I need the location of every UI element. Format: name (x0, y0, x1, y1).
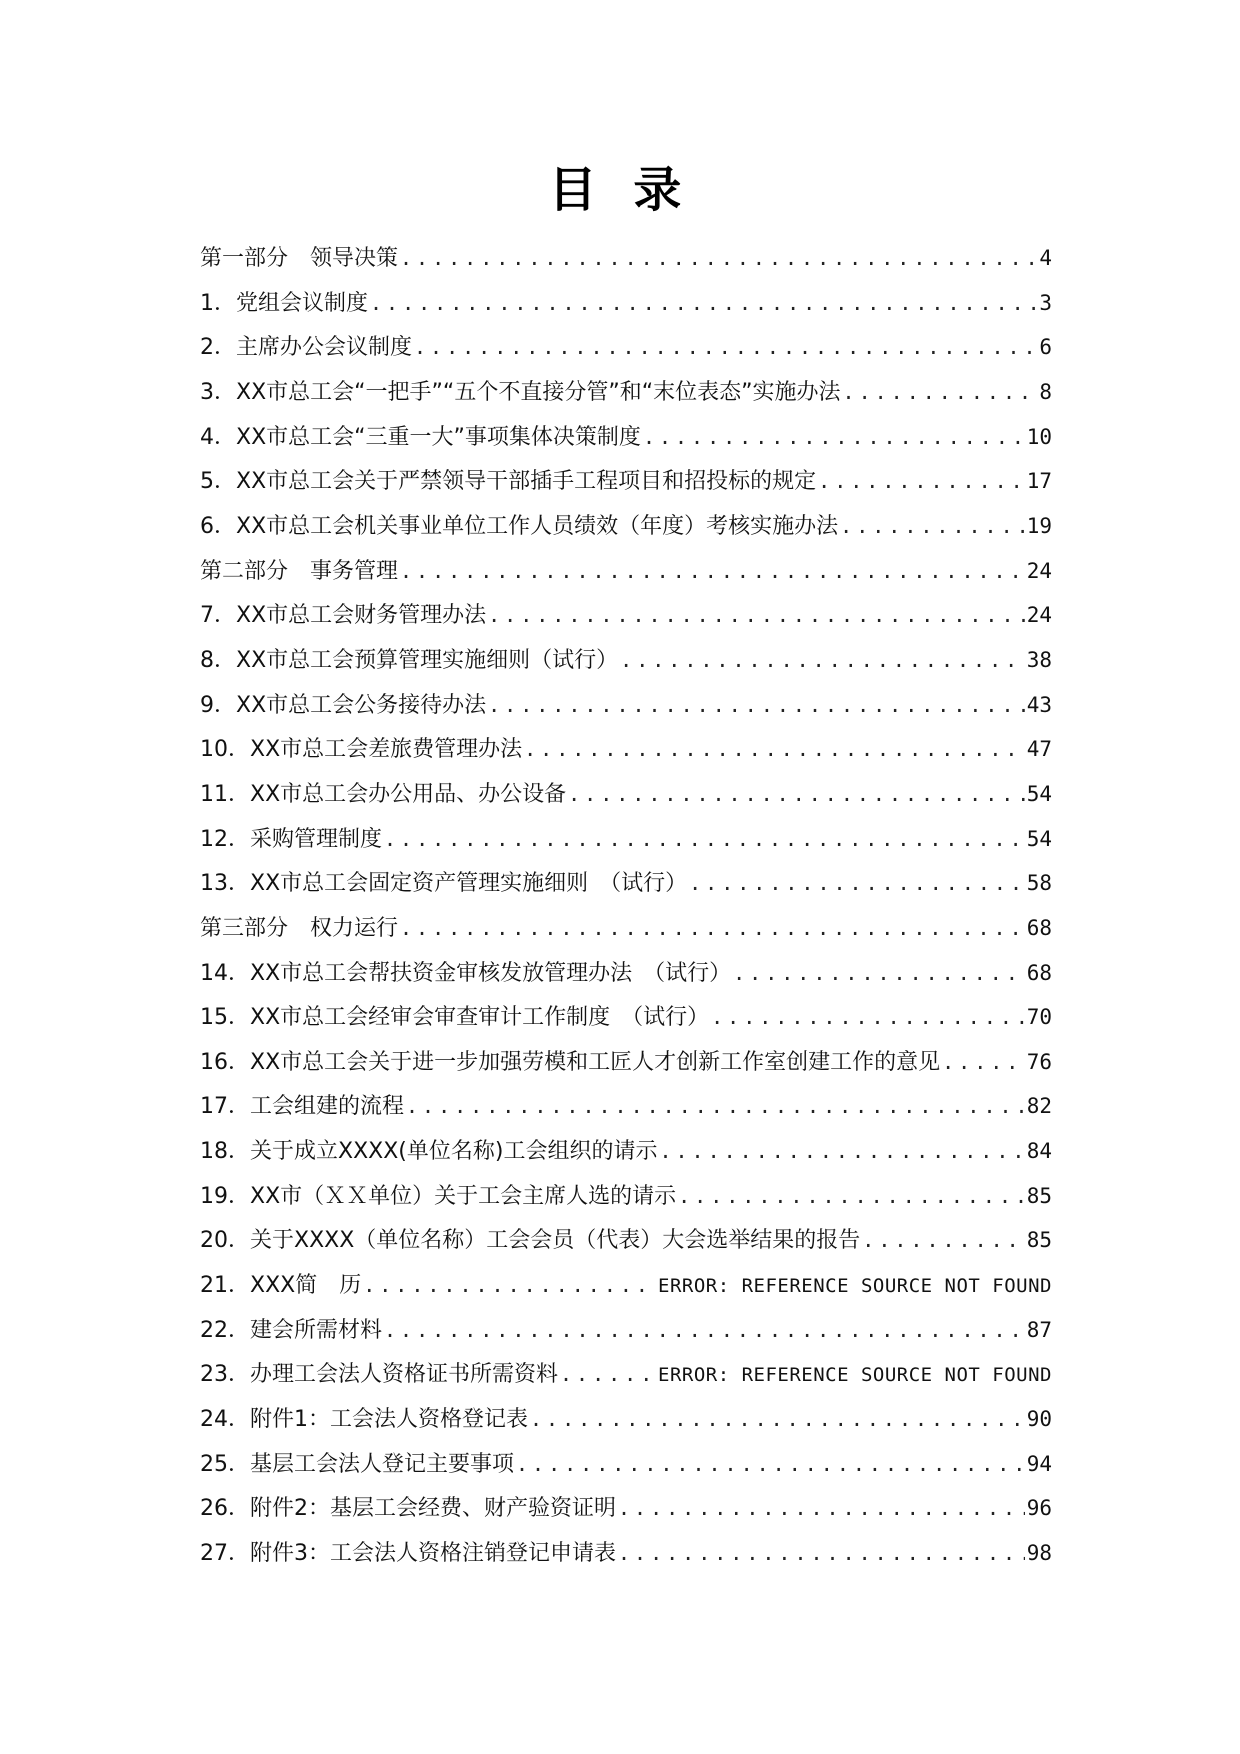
toc-entry-label: 11．XX市总工会办公用品、办公设备 (200, 781, 567, 807)
toc-entry-label: 17．工会组建的流程 (200, 1094, 404, 1120)
toc-entry-label: 13．XX市总工会固定资产管理实施细则 （试行） (200, 871, 688, 897)
dot-leader (530, 1397, 1025, 1442)
dot-leader (400, 236, 1037, 281)
toc-entry[interactable] (200, 1486, 1052, 1531)
dot-leader (370, 281, 1037, 326)
dot-leader (488, 593, 1025, 638)
toc-entry[interactable] (200, 1263, 1052, 1308)
toc-entry[interactable] (200, 1308, 1052, 1353)
dot-leader (818, 459, 1025, 504)
toc-page-number: 24 (1026, 558, 1052, 583)
toc-entry-label: 8．XX市总工会预算管理实施细则（试行） (200, 647, 619, 673)
toc-page-number: 84 (1026, 1139, 1052, 1164)
dot-leader (384, 817, 1025, 862)
dot-leader (840, 504, 1025, 549)
toc-entry[interactable] (200, 549, 1052, 594)
dot-leader (524, 727, 1025, 772)
toc-entry-label: 24．附件1：工会法人资格登记表 (200, 1407, 528, 1433)
dot-leader (400, 549, 1025, 594)
toc-entry-label: 2．主席办公会议制度 (200, 335, 412, 361)
toc-entry[interactable] (200, 727, 1052, 772)
toc-page-number: 54 (1026, 826, 1052, 851)
dot-leader (488, 683, 1025, 728)
toc-page-number: 38 (1026, 647, 1052, 672)
dot-leader (942, 1040, 1025, 1085)
toc-page-number: 24 (1026, 603, 1052, 628)
toc-page-number: 43 (1026, 692, 1052, 717)
toc-entry[interactable] (200, 1084, 1052, 1129)
toc-entry-label: 第二部分 事务管理 (200, 558, 399, 584)
toc-page-number: ERROR: REFERENCE SOURCE NOT FOUND (658, 1275, 1052, 1298)
toc-page-number: 68 (1026, 915, 1052, 940)
toc-entry-label: 20．关于XXXX（单位名称）工会会员（代表）大会选举结果的报告 (200, 1228, 861, 1254)
toc-entry-label: 22．建会所需材料 (200, 1317, 382, 1343)
dot-leader (733, 951, 1025, 996)
toc-entry[interactable] (200, 1129, 1052, 1174)
toc-entry[interactable] (200, 638, 1052, 683)
toc-entry[interactable] (200, 593, 1052, 638)
toc-title: 目 录 (548, 162, 692, 218)
toc-entry[interactable] (200, 1442, 1052, 1487)
toc-page-number: 70 (1026, 1005, 1052, 1030)
toc-page-number: 54 (1026, 781, 1052, 806)
toc-entry[interactable] (200, 817, 1052, 862)
toc-page-number: 17 (1026, 469, 1052, 494)
toc-page-number: 76 (1026, 1049, 1052, 1074)
toc-entry[interactable] (200, 1040, 1052, 1085)
toc-page-number: 47 (1026, 737, 1052, 762)
toc-entry-label: 4．XX市总工会“三重一大”事项集体决策制度 (200, 424, 641, 450)
toc-entry-label: 21．XXX简 历 (200, 1273, 362, 1299)
dot-leader (643, 415, 1025, 460)
dot-leader (843, 370, 1038, 415)
dot-leader (568, 772, 1025, 817)
toc-entry-label: 第一部分 领导决策 (200, 246, 399, 271)
dot-leader (516, 1442, 1025, 1487)
toc-entry[interactable] (200, 951, 1052, 996)
toc-entry-label: 6．XX市总工会机关事业单位工作人员绩效（年度）考核实施办法 (200, 513, 839, 539)
toc-page-number: 4 (1039, 246, 1052, 270)
dot-leader (414, 325, 1037, 370)
dot-leader (711, 995, 1025, 1040)
toc-entry[interactable] (200, 683, 1052, 728)
dot-leader (560, 1352, 656, 1397)
dot-leader (384, 1308, 1025, 1353)
dot-leader (689, 861, 1025, 906)
toc-entry[interactable] (200, 1218, 1052, 1263)
dot-leader (618, 1486, 1025, 1531)
toc-entry-label: 9．XX市总工会公务接待办法 (200, 692, 487, 718)
toc-entry[interactable] (200, 995, 1052, 1040)
toc-entry[interactable] (200, 1352, 1052, 1397)
toc-entry[interactable] (200, 861, 1052, 906)
toc-page-number: 85 (1026, 1228, 1052, 1253)
toc-page-number: 85 (1026, 1183, 1052, 1208)
toc-page-number: 82 (1026, 1094, 1052, 1119)
toc-page-number: 96 (1026, 1496, 1052, 1521)
toc-entry[interactable] (200, 1397, 1052, 1442)
toc-entry-label: 14．XX市总工会帮扶资金审核发放管理办法 （试行） (200, 960, 732, 986)
toc-entry[interactable] (200, 772, 1052, 817)
toc-entry-label: 1．党组会议制度 (200, 290, 368, 316)
dot-leader (400, 906, 1025, 951)
toc-entry-label: 18．关于成立XXXX(单位名称)工会组织的请示 (200, 1139, 658, 1165)
toc-entry[interactable] (200, 906, 1052, 951)
toc-entry-label: 25．基层工会法人登记主要事项 (200, 1451, 514, 1477)
dot-leader (620, 638, 1025, 683)
dot-leader (618, 1531, 1025, 1576)
dot-leader (363, 1263, 656, 1308)
toc-entry-label: 19．XX市（ＸＸ单位）关于工会主席人选的请示 (200, 1183, 677, 1209)
dot-leader (678, 1174, 1025, 1219)
toc-entry[interactable] (200, 504, 1052, 549)
toc-entry-label: 7．XX市总工会财务管理办法 (200, 603, 487, 629)
toc-page-number: 3 (1039, 290, 1052, 315)
toc-page-number: 90 (1026, 1407, 1052, 1432)
toc-entry-label: 16．XX市总工会关于进一步加强劳模和工匠人才创新工作室创建工作的意见 (200, 1049, 941, 1075)
toc-entry[interactable] (200, 370, 1052, 415)
toc-entry[interactable] (200, 1174, 1052, 1219)
toc-page-number: 10 (1026, 424, 1052, 449)
toc-entry-label: 23．办理工会法人资格证书所需资料 (200, 1362, 558, 1388)
toc-page-number: 6 (1039, 335, 1052, 360)
toc-page-number: 19 (1026, 513, 1052, 538)
toc-entry-label: 10．XX市总工会差旅费管理办法 (200, 737, 523, 763)
toc-entry[interactable] (200, 325, 1052, 370)
toc-entry[interactable] (200, 415, 1052, 460)
toc-entry-label: 15．XX市总工会经审会审查审计工作制度 （试行） (200, 1005, 710, 1031)
toc-page-number: 94 (1026, 1451, 1052, 1476)
toc-entry[interactable] (200, 281, 1052, 326)
toc-page-number: 58 (1026, 871, 1052, 896)
table-of-contents (200, 236, 1052, 1576)
dot-leader (659, 1129, 1024, 1174)
toc-page-number: ERROR: REFERENCE SOURCE NOT FOUND (658, 1364, 1052, 1387)
toc-entry[interactable] (200, 236, 1052, 281)
toc-entry-label: 5．XX市总工会关于严禁领导干部插手工程项目和招投标的规定 (200, 469, 817, 495)
toc-entry-label: 27．附件3：工会法人资格注销登记申请表 (200, 1541, 616, 1567)
toc-entry-label: 3．XX市总工会“一把手”“五个不直接分管”和“末位表态”实施办法 (200, 379, 841, 405)
toc-page-number: 68 (1026, 960, 1052, 985)
toc-page-number: 8 (1039, 379, 1052, 404)
toc-page-number: 98 (1026, 1541, 1052, 1566)
toc-entry[interactable] (200, 459, 1052, 504)
toc-page-number: 87 (1026, 1317, 1052, 1342)
toc-entry-label: 12．采购管理制度 (200, 826, 382, 852)
toc-entry-label: 26．附件2：基层工会经费、财产验资证明 (200, 1496, 616, 1522)
dot-leader (862, 1218, 1024, 1263)
toc-entry[interactable] (200, 1531, 1052, 1576)
dot-leader (406, 1084, 1025, 1129)
toc-entry-label: 第三部分 权力运行 (200, 915, 399, 941)
